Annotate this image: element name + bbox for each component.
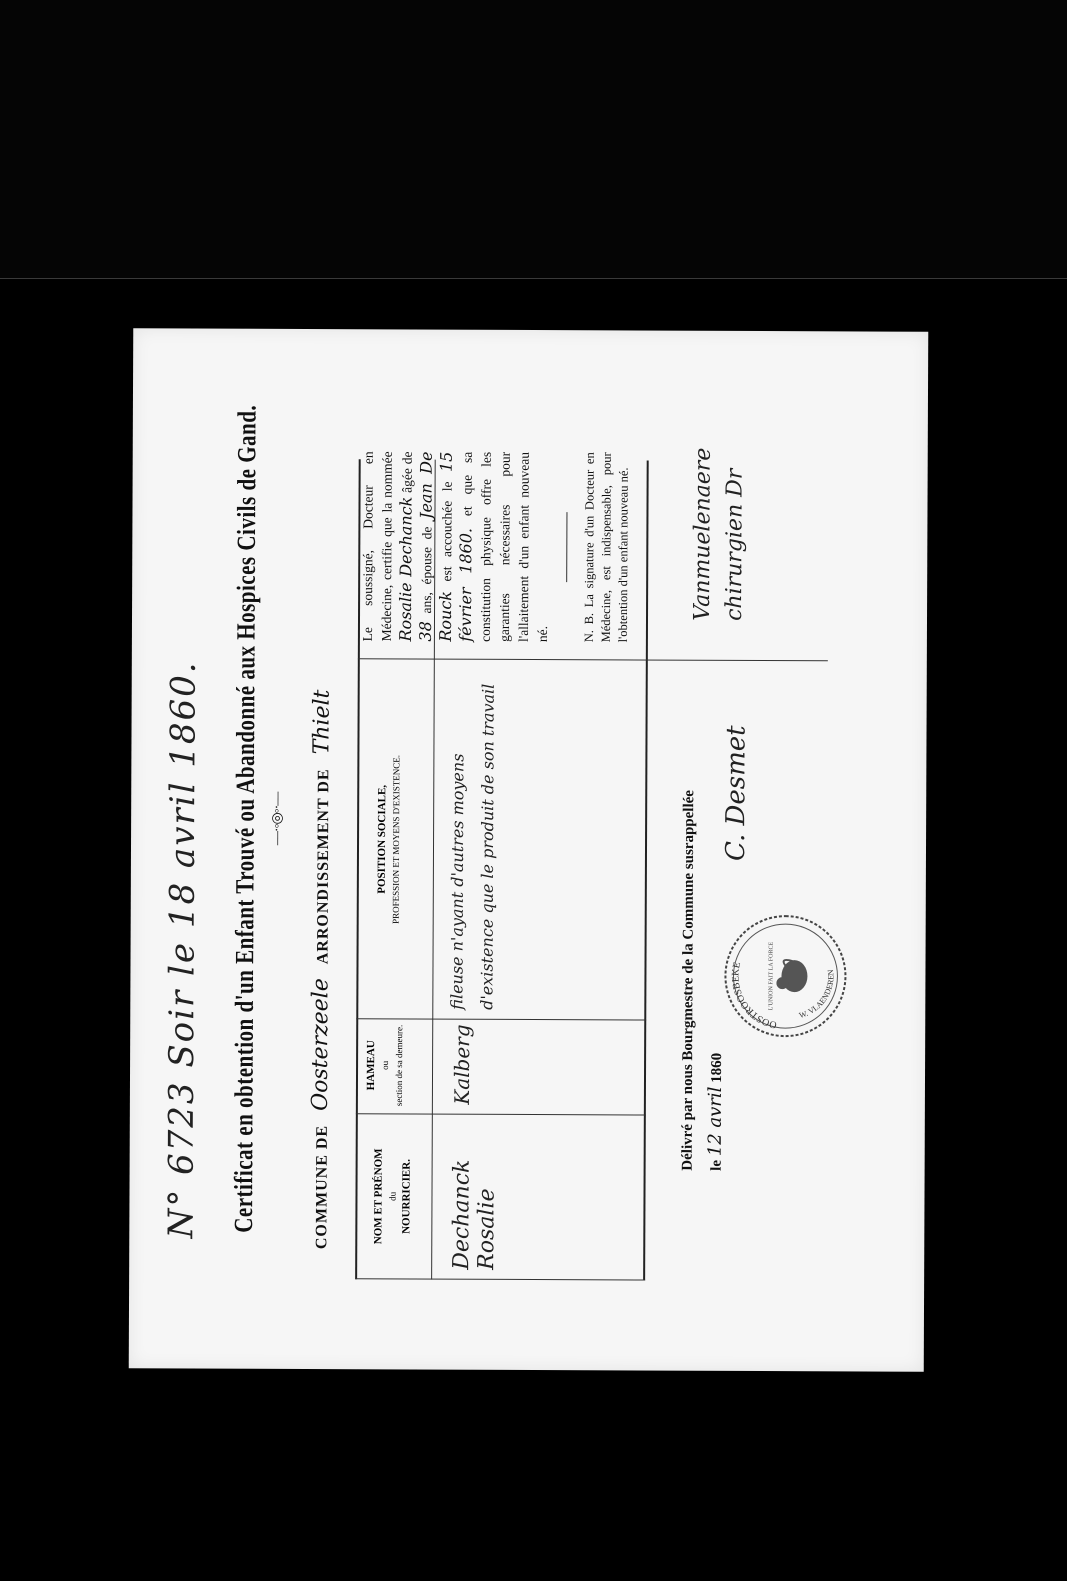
lion-emblem-icon (776, 960, 807, 992)
document-title: Certificat en obtention d'un Enfant Trouvé ou Abandonné aux Hospices Civils de Gand. (228, 404, 262, 1233)
header-hamlet: HAMEAU ou section de sa demeure. (364, 1024, 405, 1107)
scanner-border-top (0, 0, 1067, 279)
certificate-rule (566, 512, 567, 582)
nb-note: N. B. La signature d'un Docteur en Médecine, est indispensable, pour l'obtention d'un enfant nouveau né. (581, 452, 631, 643)
arrondissement-value: Thielt (309, 689, 335, 755)
commune-line (307, 349, 336, 1249)
seal-motto: L'UNION FAIT LA FORCE (768, 941, 775, 1011)
arrondissement-label: ARRONDISSEMENT DE (314, 768, 333, 965)
cell-hamlet: Kalberg (449, 1024, 475, 1105)
ornament-divider: —·◦◎◦·— (270, 792, 286, 846)
sheet-content (159, 318, 943, 1321)
doctor-signature: Vanmuelenaere chirurgien Dr (690, 447, 748, 621)
document-sheet (129, 328, 929, 1371)
cell-nurse-name: Dechanck Rosalie (449, 1159, 500, 1270)
header-position: POSITION SOCIALE, PROFESSION ET MOYENS D'EXISTENCE. (375, 754, 402, 924)
table-col-divider (356, 1018, 646, 1020)
medical-certificate: Le soussigné, Docteur en Médecine, certifie que la nommée Rosalie Dechanck âgée de 38 ans, épouse de Jean De Rouck est accouchée le 15 février 1860. et que sa constitution physique offre les garanties nécessaires pour l'allaitement d'un enfant nouveau né. N. B. La signature d'un Docteur en Médecine, est indispensable, pour l'obtention d'un enfant nouveau né. (358, 451, 633, 642)
commune-value: Oosterzeele (307, 978, 334, 1111)
cell-position: fileuse n'ayant d'autres moyens d'existence que le produit de son travail (447, 683, 498, 1010)
municipal-seal (720, 911, 851, 1042)
table-left-border (355, 1278, 645, 1280)
header-name: NOM ET PRÉNOM du NOURRICIER. (372, 1148, 413, 1245)
reference-note: N° 6723 Soir le 18 avril 1860. (161, 660, 204, 1239)
commune-label: COMMUNE DE (313, 1124, 331, 1250)
seal-text-bottom: W. VLAENDEREN (798, 969, 836, 1021)
seal-text-top: OOSTROOSBEKE (730, 961, 779, 1031)
date-line: le 12 avril 1860 (704, 1052, 726, 1171)
table-col-divider (356, 1113, 646, 1115)
mayor-signature: C. Desmet (720, 725, 752, 861)
delivered-line: Délivré par nous Bourgmestre de la Commune susrappellée (679, 789, 698, 1171)
table-bottom-rule (643, 461, 649, 1281)
table-col-divider (358, 658, 828, 661)
